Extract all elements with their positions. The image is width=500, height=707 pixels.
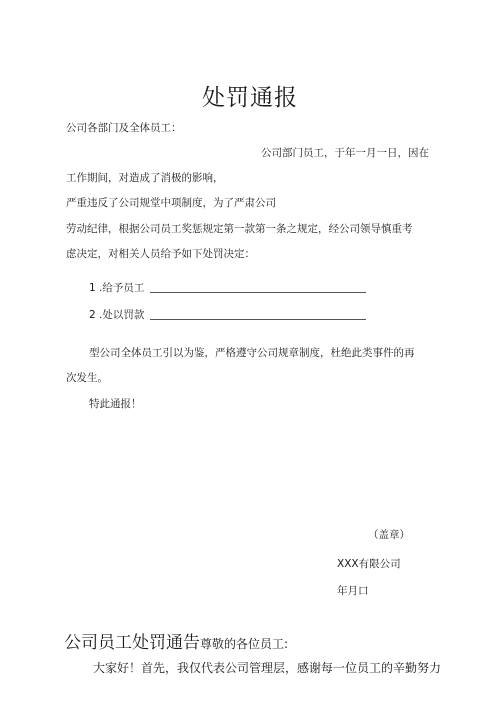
seal-label: （盖章） bbox=[368, 529, 410, 541]
special-notice: 特此通报！ bbox=[89, 398, 142, 410]
fill-in-blank bbox=[150, 307, 366, 320]
body-line: 劳动纪律，根据公司员工奖惩规定第一款第一条之规定，经公司领导慎重考 bbox=[66, 223, 413, 235]
item-number: 1 bbox=[89, 282, 96, 294]
document-title: 处罚通报 bbox=[202, 85, 298, 111]
closing-line: 次发生。 bbox=[66, 372, 108, 384]
item-number: 2 bbox=[89, 309, 96, 321]
body-line: 严重违反了公司规堂中项制度，为了严肃公司 bbox=[66, 197, 276, 209]
next-document-title: 公司员工处罚通告 bbox=[64, 633, 200, 653]
penalty-item bbox=[89, 280, 144, 295]
body-line: 虑决定，对相关人员给予如下处罚决定： bbox=[66, 248, 255, 260]
next-document-heading bbox=[64, 628, 288, 653]
next-document-first-line: 大家好！首先，我仅代表公司管理层，感谢每一位员工的辛勤努力 bbox=[93, 661, 442, 675]
body-line: 公司部门员工，于年一月一日，因在 bbox=[261, 147, 429, 159]
item-label: .给予员工 bbox=[99, 282, 145, 294]
salutation: 公司各部门及全体员工： bbox=[66, 122, 182, 134]
body-line: 工作期间，对造成了消极的影响， bbox=[66, 172, 224, 184]
item-label: .处以罚款 bbox=[99, 309, 145, 321]
next-document-greeting: 尊敬的各位员工: bbox=[200, 637, 289, 651]
penalty-item bbox=[89, 307, 144, 322]
signature-date: 年月口 bbox=[337, 585, 369, 597]
company-name: XXX有限公司 bbox=[337, 558, 401, 570]
fill-in-blank bbox=[150, 280, 366, 293]
closing-line: 型公司全体员工引以为鉴，严格遵守公司规章制度，杜绝此类事件的再 bbox=[89, 347, 415, 359]
